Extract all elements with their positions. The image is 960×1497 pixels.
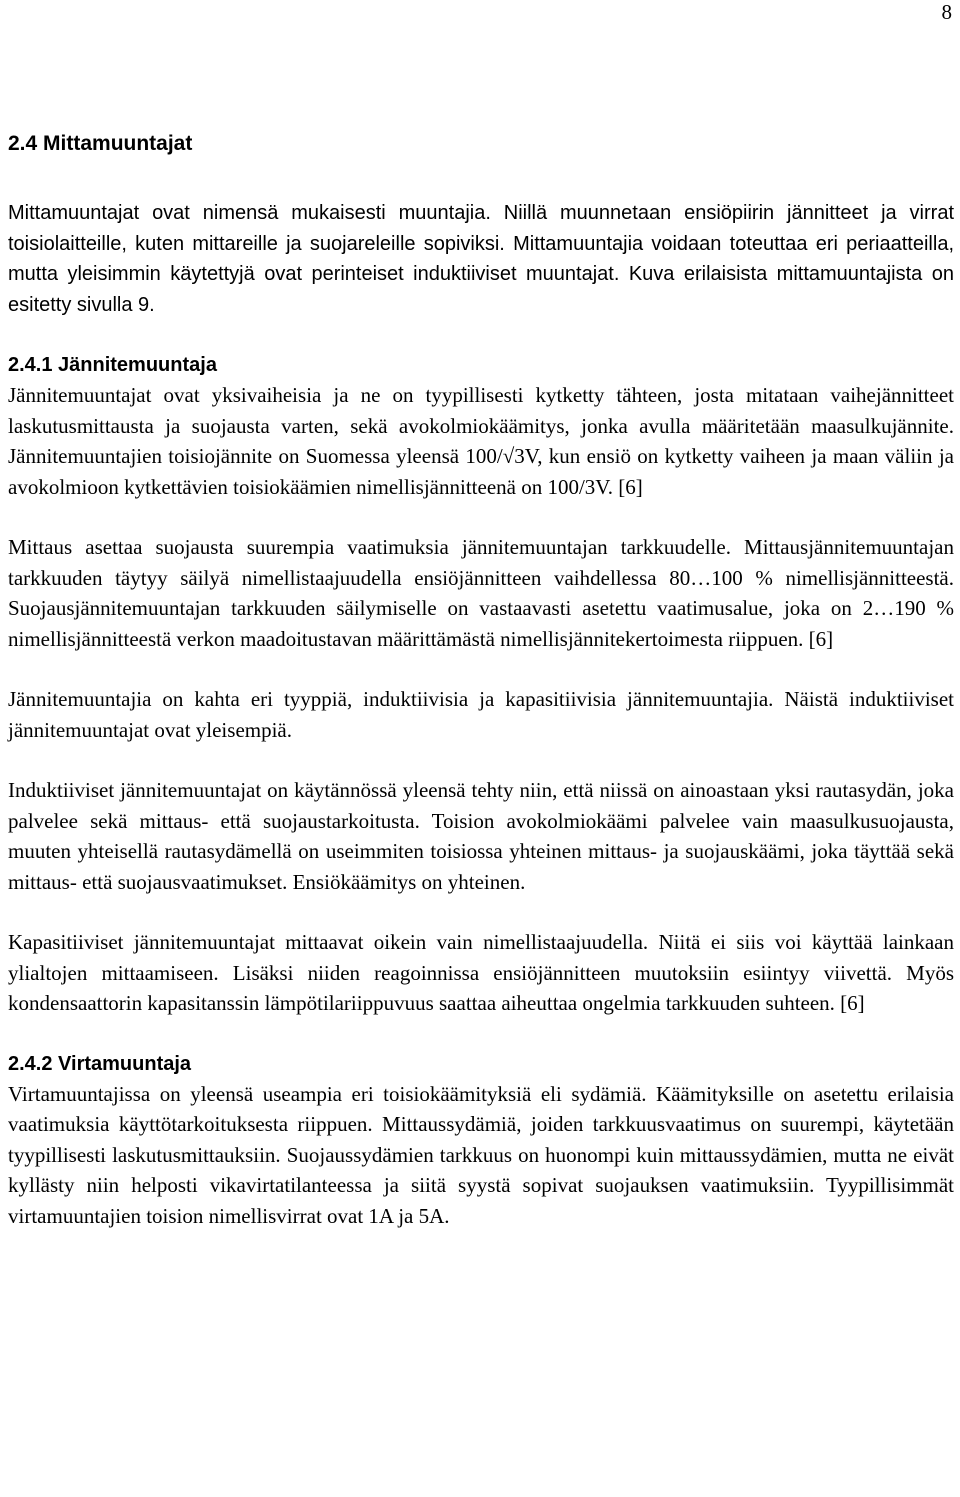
paragraph-voltage-transformer-connection: Jännitemuuntajat ovat yksivaiheisia ja ne on tyypillisesti kytketty tähteen, josta mitataan vaihejännitteet laskutusmittausta ja suojausta varten, sekä avokolmiokäämitys, jonka avulla määritetään maasulkujännite. Jännitemuuntajien toisiojännite on Suomessa yleensä 100/√3V, kun ensiö on kytketty vaiheen ja maan väliin ja avokolmioon kytkettävien toisiokäämien nimellisjännitteenä on 100/3V. [6] <box>8 383 954 499</box>
paragraph-voltage-transformer-accuracy: Mittaus asettaa suojausta suurempia vaatimuksia jännitemuuntajan tarkkuudelle. Mittausjännitemuuntajan tarkkuuden täytyy säilyä nimellistaajuudella ensiöjännitteen vaihdellessa 80…100 % nimellisjännitteestä. Suojausjännitemuuntajan tarkkuuden säilymiselle on vastaavasti asetettu vaatimusalue, joka on 2…190 % nimellisjännitteestä verkon maadoitustavan määrittämästä nimellisjännitekertoimesta riippuen. [6] <box>8 535 954 651</box>
paragraph-voltage-transformer-types: Jännitemuuntajia on kahta eri tyyppiä, induktiivisia ja kapasitiivisia jännitemuuntajia. Näistä induktiiviset jännitemuuntajat ovat yleisempiä. <box>8 687 954 742</box>
page-number: 8 <box>941 0 952 24</box>
subsection-heading-current-transformer: 2.4.2 Virtamuuntaja <box>8 1052 192 1075</box>
paragraph-capacitive-transformers: Kapasitiiviset jännitemuuntajat mittaavat oikein vain nimellistaajuudella. Niitä ei siis voi käyttää lainkaan ylialtojen mittaamiseen. Lisäksi niiden reagoinnissa ensiöjännitteen muutoksiin esiintyy viivettä. Myös kondensaattorin kapasitanssin lämpötilariippuvuus saattaa aiheuttaa ongelmia tarkkuuden suhteen. [6] <box>8 930 954 1015</box>
paragraph-current-transformer: Virtamuuntajissa on yleensä useampia eri toisiokäämityksiä eli sydämiä. Käämityksille on asetettu erilaisia vaatimuksia käyttötarkoituksesta riippuen. Mittaussydämiä, joiden tarkkuusvaatimus on suurempi, käytetään tyypillisesti laskutusmittauksiin. Suojaussydämien tarkkuus on huonompi kuin mittaussydämien, mutta ne eivät kyllästy niin helposti vikavirtatilanteessa ja siitä syystä sopivat suojauksen vaatimuksiin. Tyypillisimmät virtamuuntajien toision nimellisvirrat ovat 1A ja 5A. <box>8 1081 954 1228</box>
subsection-heading-voltage-transformer: 2.4.1 Jännitemuuntaja <box>8 354 217 376</box>
document-body <box>8 128 954 1231</box>
paragraph-inductive-transformers: Induktiiviset jännitemuuntajat on käytännössä yleensä tehty niin, että niissä on ainoastaan yksi rautasydän, joka palvelee sekä mittaus- että suojaustarkoitusta. Toision avokolmiokäämi palvelee vain maasulkusuojausta, muuten yhteisellä rautasydämellä on useimmiten toisiossa yhteinen mittaus- ja suojauskäämi, joka täyttää sekä mittaus- että suojausvaatimukset. Ensiökäämitys on yhteinen. <box>8 778 954 894</box>
section-heading: 2.4 Mittamuuntajat <box>8 132 193 155</box>
section-intro-paragraph: Mittamuuntajat ovat nimensä mukaisesti muuntajia. Niillä muunnetaan ensiöpiirin jännitteet ja virrat toisiolaitteille, kuten mittareille ja suojareleille sopiviksi. Mittamuuntajia voidaan toteuttaa eri periaatteilla, mutta yleisimmin käytettyjä ovat perinteiset induktiiviset muuntajat. Kuva erilaisista mittamuuntajista on esitetty sivulla 9. <box>8 202 954 316</box>
